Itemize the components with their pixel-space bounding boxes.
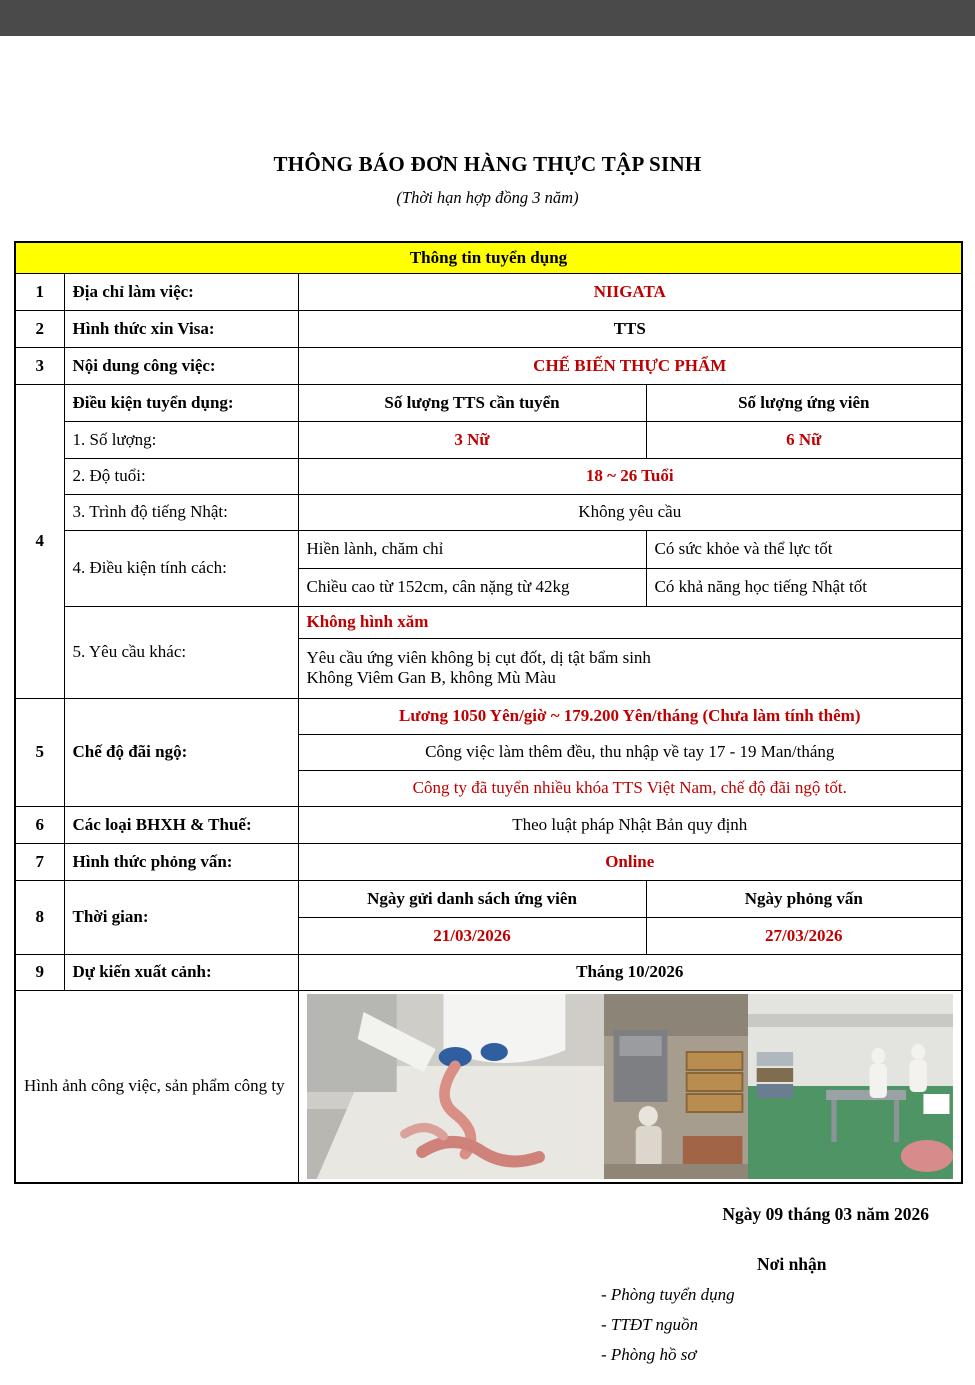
- photo-packing-area: [748, 994, 953, 1179]
- row-quantity: [15, 421, 962, 458]
- row-work-photos: [15, 990, 962, 1183]
- row-number: 3: [15, 347, 64, 384]
- insurance-tax-label: Các loại BHXH & Thuế:: [64, 806, 298, 843]
- row-insurance-tax: [15, 806, 962, 843]
- conditions-col1-header: Số lượng TTS cần tuyển: [298, 384, 646, 421]
- job-content-label: Nội dung công việc:: [64, 347, 298, 384]
- row-age: [15, 458, 962, 494]
- recipient-item: - Phòng hồ sơ: [601, 1345, 697, 1365]
- interview-date-header: Ngày phỏng vấn: [646, 880, 962, 917]
- insurance-tax-value: Theo luật pháp Nhật Bản quy định: [298, 806, 962, 843]
- other-requirements-label: 5. Yêu cầu khác:: [64, 606, 298, 698]
- recipients-title: Nơi nhận: [757, 1253, 827, 1274]
- departure-label: Dự kiến xuất cảnh:: [64, 954, 298, 990]
- schedule-label: Thời gian:: [64, 880, 298, 954]
- quantity-candidates-value: 6 Nữ: [646, 421, 962, 458]
- quantity-tts-value: 3 Nữ: [298, 421, 646, 458]
- section-header-row: [15, 242, 962, 273]
- personality-r2c2: Có khả năng học tiếng Nhật tốt: [646, 568, 962, 606]
- row-schedule-headers: [15, 880, 962, 917]
- japanese-level-label: 3. Trình độ tiếng Nhật:: [64, 494, 298, 530]
- row-interview-format: [15, 843, 962, 880]
- photo-sausage-processing: [307, 994, 604, 1179]
- row-number: 7: [15, 843, 64, 880]
- personality-label: 4. Điều kiện tính cách:: [64, 530, 298, 606]
- row-benefits-1: [15, 698, 962, 734]
- row-conditions-header: [15, 384, 962, 421]
- document-title: THÔNG BÁO ĐƠN HÀNG THỰC TẬP SINH: [273, 152, 702, 176]
- row-japanese-level: [15, 494, 962, 530]
- conditions-label: Điều kiện tuyển dụng:: [64, 384, 298, 421]
- row-work-address: [15, 273, 962, 310]
- no-tattoo-value: Không hình xăm: [298, 606, 962, 638]
- section-header: Thông tin tuyển dụng: [15, 242, 962, 273]
- recruitment-table: [14, 241, 963, 1184]
- salary-value: Lương 1050 Yên/giờ ~ 179.200 Yên/tháng (Chưa làm tính thêm): [298, 698, 962, 734]
- work-address-label: Địa chỉ làm việc:: [64, 273, 298, 310]
- conditions-col2-header: Số lượng ứng viên: [646, 384, 962, 421]
- job-content-value: CHẾ BIẾN THỰC PHẨM: [298, 347, 962, 384]
- interview-format-value: Online: [298, 843, 962, 880]
- other-requirements-line2: Không Viêm Gan B, không Mù Màu: [306, 668, 556, 687]
- row-number: 4: [15, 384, 64, 698]
- scan-top-band: [0, 0, 975, 36]
- company-note-value: Công ty đã tuyển nhiều khóa TTS Việt Nam, chế độ đãi ngộ tốt.: [298, 770, 962, 806]
- japanese-level-value: Không yêu cầu: [298, 494, 962, 530]
- recipient-item: - Phòng tuyển dụng: [601, 1284, 735, 1304]
- row-job-content: [15, 347, 962, 384]
- row-other-requirements-1: [15, 606, 962, 638]
- work-photos-strip: [307, 994, 954, 1179]
- departure-value: Tháng 10/2026: [298, 954, 962, 990]
- interview-date-value: 27/03/2026: [646, 917, 962, 954]
- other-requirements-detail: [298, 638, 962, 698]
- benefits-label: Chế độ đãi ngộ:: [64, 698, 298, 806]
- visa-type-value: TTS: [298, 310, 962, 347]
- interview-format-label: Hình thức phỏng vấn:: [64, 843, 298, 880]
- row-number: 6: [15, 806, 64, 843]
- personality-r1c2: Có sức khỏe và thể lực tốt: [646, 530, 962, 568]
- visa-type-label: Hình thức xin Visa:: [64, 310, 298, 347]
- row-number: 2: [15, 310, 64, 347]
- work-address-value: NIIGATA: [298, 273, 962, 310]
- row-departure: [15, 954, 962, 990]
- row-number: 5: [15, 698, 64, 806]
- row-personality-1: [15, 530, 962, 568]
- quantity-label: 1. Số lượng:: [64, 421, 298, 458]
- row-number: 8: [15, 880, 64, 954]
- candidate-list-date-value: 21/03/2026: [298, 917, 646, 954]
- personality-r2c1: Chiều cao từ 152cm, cân nặng từ 42kg: [298, 568, 646, 606]
- other-requirements-line1: Yêu cầu ứng viên không bị cụt đốt, dị tật bẩm sinh: [306, 648, 651, 667]
- age-label: 2. Độ tuổi:: [64, 458, 298, 494]
- work-photos-label: Hình ảnh công việc, sản phẩm công ty: [15, 990, 298, 1183]
- overtime-income-value: Công việc làm thêm đều, thu nhập về tay 17 - 19 Man/tháng: [298, 734, 962, 770]
- row-number: 9: [15, 954, 64, 990]
- work-photos-cell: [298, 990, 962, 1183]
- row-number: 1: [15, 273, 64, 310]
- photo-factory-interior: [604, 994, 748, 1179]
- document-subtitle: (Thời hạn hợp đồng 3 năm): [396, 188, 579, 207]
- personality-r1c1: Hiền lành, chăm chỉ: [298, 530, 646, 568]
- row-visa-type: [15, 310, 962, 347]
- candidate-list-date-header: Ngày gửi danh sách ứng viên: [298, 880, 646, 917]
- recipient-item: - TTĐT nguồn: [601, 1314, 698, 1334]
- document-date: Ngày 09 tháng 03 năm 2026: [722, 1203, 929, 1224]
- age-value: 18 ~ 26 Tuổi: [298, 458, 962, 494]
